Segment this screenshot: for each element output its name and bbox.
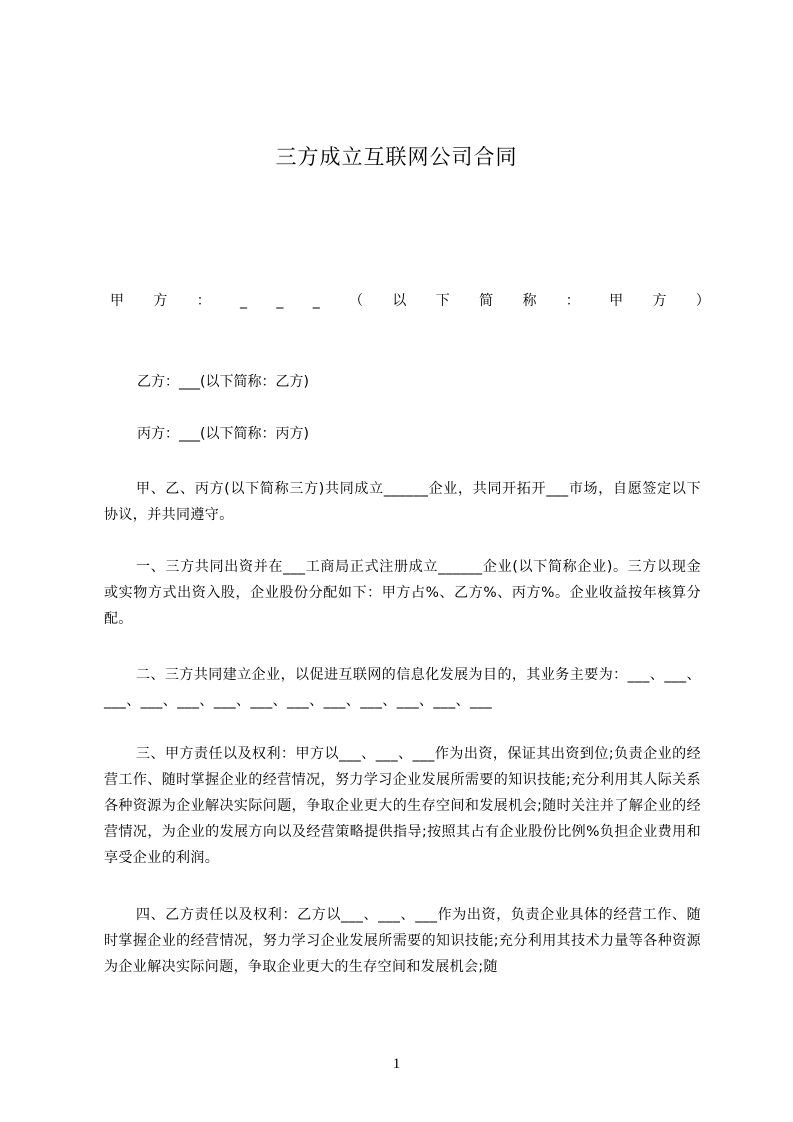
party-a-char: 称 [522,293,537,309]
party-c-line: 丙方：___(以下简称：丙方) [137,426,309,442]
party-a-char: _ [276,293,284,309]
party-a-char: （ [349,293,364,309]
party-a-char: 以 [392,293,407,309]
document-title: 三方成立互联网公司合同 [275,145,518,169]
party-a-char: ： [196,293,211,309]
party-a-line [110,289,710,313]
paragraph-clause-1: 一、三方共同出资并在___工商局正式注册成立______企业(以下简称企业)。三方以现金或实物方式出资入股，企业股份分配如下：甲方占%、乙方%、丙方%。企业收益按年核算分配。 [104,559,701,627]
party-a-char: ） [695,293,710,309]
party-a-char: 下 [435,293,450,309]
paragraph-clause-3: 三、甲方责任以及权利：甲方以___、___、___作为出资，保证其出资到位;负责企业的经营工作、随时掌握企业的经营情况，努力学习企业发展所需要的知识技能;充分利用其人际关系各种资源为企业解决实际问题，争取企业更大的生存空间和发展机会;随时关注并了解企业的经营情况，为企业的发展方向以及经营策略提供指导;按照其占有企业股份比例%负担企业费用和享受企业的利润。 [104,746,701,866]
party-b-line: 乙方：___(以下简称：乙方) [137,374,309,390]
party-a-char: 甲 [609,293,624,309]
party-a-char: 方 [153,293,168,309]
paragraph-intro: 甲、乙、丙方(以下简称三方)共同成立______企业，共同开拓开___市场，自愿签定以下协议，并共同遵守。 [104,481,701,523]
party-a-char: _ [312,293,320,309]
party-a-char: ： [565,293,580,309]
party-a-char: 方 [652,293,667,309]
page-number: 1 [392,1056,401,1072]
paragraph-clause-4: 四、乙方责任以及权利：乙方以___、___、___作为出资，负责企业具体的经营工作、随时掌握企业的经营情况，努力学习企业发展所需要的知识技能;充分利用其技术力量等各种资源为企业解决实际问题，争取企业更大的生存空间和发展机会;随 [104,907,701,975]
paragraph-clause-2: 二、三方共同建立企业，以促进互联网的信息化发展为目的，其业务主要为：___、___、___、___、___、___、___、___、___、___、___、___、___ [104,667,701,709]
party-a-char: 简 [479,293,494,309]
party-a-char: _ [240,293,248,309]
party-a-char: 甲 [110,293,124,309]
